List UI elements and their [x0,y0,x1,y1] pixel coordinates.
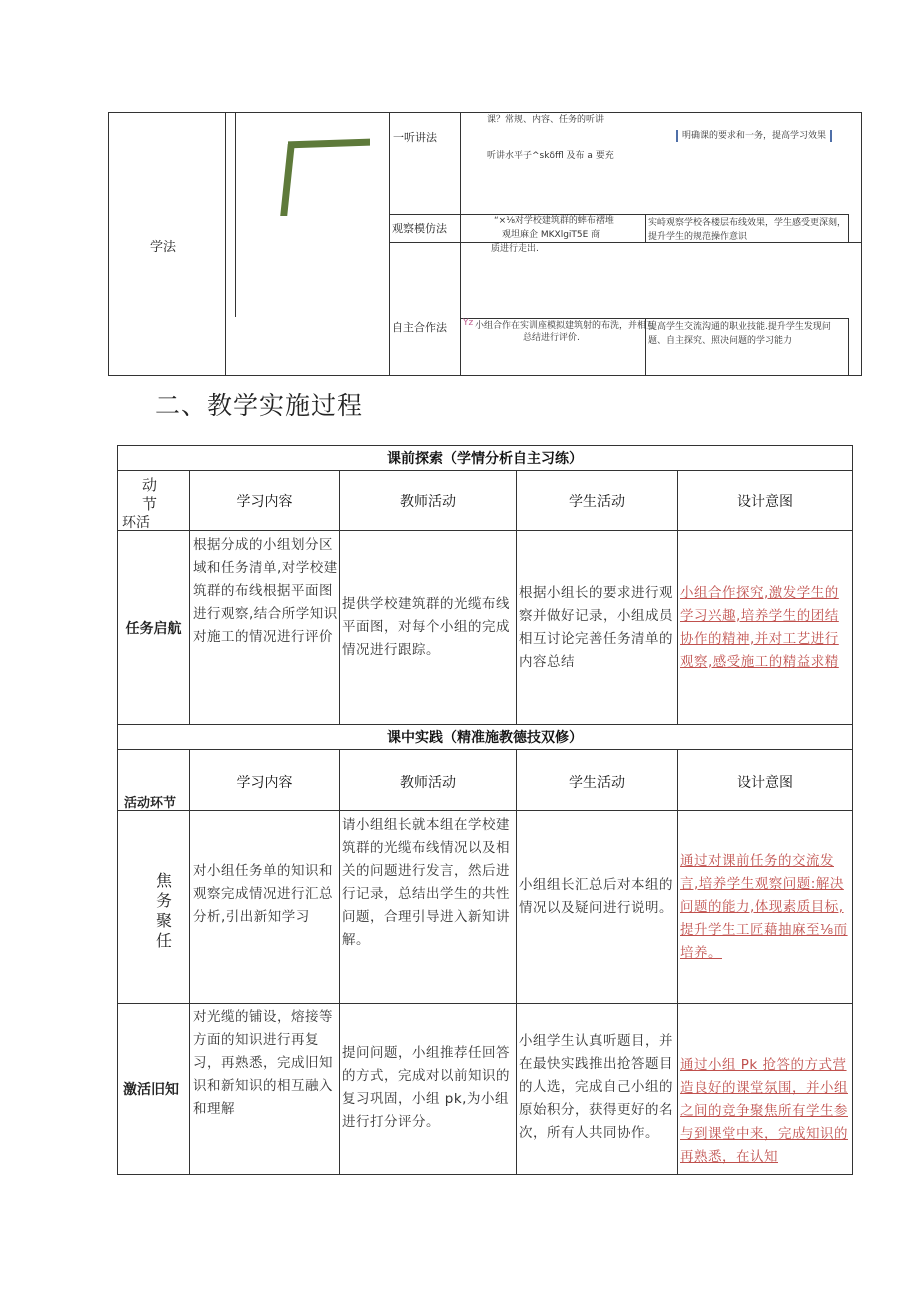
observation-intent: 实峙观察学校各楼层布线效果，学生感受更深刻，提升学生的规范操作意识 [648,218,847,242]
in-header-stage: 活动环节 [124,796,177,810]
activate-teacher: 提问问题，小组推荐任回答的方式，完成对以前知识的复习巩固，小组 pk,为小组进行打分评分。 [342,1045,510,1130]
task-launch-student: 根据小组长的要求进行观察并做好记录，小组成员相互讨论完善任务清单的内容总结 [519,584,673,670]
focus-content: 对小组任务单的知识和观察完成情况进行汇总分析,引出新知学习 [193,863,333,925]
in-header-teacher: 教师活动 [400,775,456,791]
xuefa-label: 学法 [150,240,177,255]
listening-intent: 明确课的要求和一务，提高学习效果 [676,130,832,142]
method-cooperation: 自主合作法 [392,321,447,334]
in-header-intent: 设计意图 [737,775,793,791]
in-header-student: 学生活动 [569,775,625,791]
focus-teacher: 请小组组长就本组在学校建筑群的光缆布线情况以及相关的问题进行发言，然后进行记录，总结出学生的共性问题，合理引导进入新知讲解。 [342,817,510,948]
listening-content-2: 听讲水平子^skδffl 及布 a 要充 [487,151,614,161]
cooperation-marker: Yz [463,318,474,328]
pre-header-intent: 设计意图 [737,493,793,510]
pre-header-teacher: 教师活动 [400,493,456,510]
task-launch-content: 根据分成的小组划分区域和任务清单,对学校建筑群的布线根据平面图进行观察,结合所学知识对施工的情况进行评价 [193,537,338,645]
activate-intent: 通过小组 Pk 抢答的方式营造良好的课堂氛围，并小组之间的竞争聚焦所有学生参与到课堂中来，完成知识的再熟悉，在认知 [680,1057,848,1165]
stage-activate-knowledge: 激活旧知 [123,1082,179,1098]
pre-class-banner: 课前探索（学情分析自主习练） [387,451,583,467]
stage-task-launch: 任务启航 [125,620,182,637]
listening-content-1: 课？常规、内容、任务的听讲 [487,115,605,125]
in-header-content: 学习内容 [236,775,293,791]
focus-intent: 通过对课前任务的交流发言,培养学生观察问题:解决问题的能力,体现素质目标,提升学生工匠藉抽麻至⅛而培养。 [680,853,848,961]
cooperation-content-1: 小组合作在实训座模拟建筑射的布洗，并相互 [475,321,656,331]
method-listening: 一听讲法 [393,131,437,144]
focus-student: 小组组长汇总后对本组的情况以及疑问进行说明。 [519,877,673,916]
observation-content-1: “×⅛对学校建筑群的蟀布褶堆 [494,216,614,226]
stage-focus-task: 焦 务 聚 任 [156,871,173,950]
pre-header-student: 学生活动 [569,493,625,510]
cooperation-content-2: 总结进行评价. [523,333,580,343]
task-launch-teacher: 提供学校建筑群的光缆布线平面图，对每个小组的完成情况进行跟踪。 [342,596,510,658]
task-launch-intent: 小组合作探究,激发学生的学习兴趣,培养学生的团结协作的精神,并对工艺进行观察,感受施工的精益求精 [680,584,839,670]
pre-header-content: 学习内容 [236,493,293,510]
green-bracket-glyph [278,140,370,216]
observation-content-3: 质进行走出. [491,244,539,254]
section-title: 二、教学实施过程 [155,391,364,420]
activate-student: 小组学生认真听题目，并在最快实践推出抢答题目的人选，完成自己小组的原始积分，获得更好的名次，所有人共同协作。 [519,1033,673,1141]
pre-header-stage: 动 节 环活 [122,476,158,530]
cooperation-intent: 提高学生交流沟通的职业技能.提升学生发现问题、自主探究、照决问题的学习能力 [648,322,831,346]
in-class-banner: 课中实践（精准施教德技双修） [387,730,583,746]
observation-content-2: 观坦麻企 MKXlgiT5E 商 [502,230,601,240]
method-observation: 观察模仿法 [392,222,447,235]
activate-content: 对光缆的铺设，熔接等方面的知识进行再复习，再熟悉，完成旧知识和新知识的相互融入和理解 [193,1009,333,1117]
